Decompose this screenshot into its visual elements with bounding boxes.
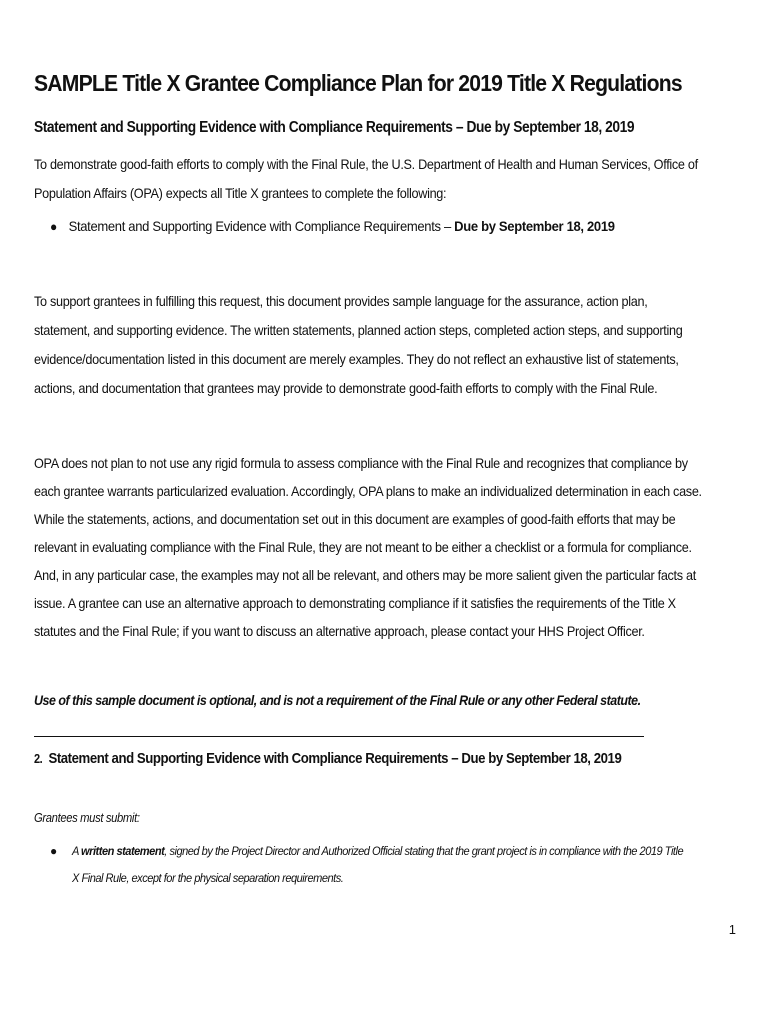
evaluation-line-4: relevant in evaluating compliance with the Final Rule, they are not meant to be either a checklist or a formula for compliance.: [34, 539, 692, 555]
page-number: 1: [728, 922, 736, 937]
document-subtitle: Statement and Supporting Evidence with Compliance Requirements – Due by September 18, 2019: [34, 119, 635, 136]
optional-notice: [34, 686, 740, 714]
evaluation-paragraph: [34, 449, 740, 645]
evaluation-line-7: statutes and the Final Rule; if you want to discuss an alternative approach, please contact your HHS Project Officer.: [34, 623, 645, 639]
evaluation-line-3: While the statements, actions, and documentation set out in this document are examples of good-faith efforts that may be: [34, 511, 676, 527]
submission-bullet: [50, 838, 740, 892]
grantees-label: Grantees must submit:: [34, 811, 140, 825]
support-line-3: evidence/documentation listed in this document are merely examples. They do not reflect an exhaustive list of statements,: [34, 351, 679, 367]
submission-bullet-text: [72, 838, 740, 892]
evaluation-line-2: each grantee warrants particularized evaluation. Accordingly, OPA plans to make an individualized determination in each case.: [34, 483, 702, 499]
requirement-bullet: [50, 218, 615, 234]
section-2-heading: [34, 750, 621, 767]
submission-prefix: A: [72, 844, 82, 858]
support-line-2: statement, and supporting evidence. The written statements, planned action steps, completed action steps, and supporting: [34, 322, 683, 338]
intro-paragraph: [34, 150, 740, 208]
requirement-due-date: Due by September 18, 2019: [454, 218, 615, 234]
requirement-bullet-text: Statement and Supporting Evidence with Compliance Requirements –: [68, 218, 455, 234]
support-line-4: actions, and documentation that grantees may provide to demonstrate good-faith efforts to comply with the Final Rule.: [34, 380, 658, 396]
submission-line-1: [72, 838, 684, 865]
optional-notice-text: Use of this sample document is optional, and is not a requirement of the Final Rule or any other Federal statute.: [34, 692, 641, 708]
evaluation-line-5: And, in any particular case, the examples may not all be relevant, and others may be more salient given the particular facts at: [34, 567, 696, 583]
document-title: SAMPLE Title X Grantee Compliance Plan for 2019 Title X Regulations: [34, 70, 682, 96]
submission-line-2: X Final Rule, except for the physical separation requirements.: [72, 871, 344, 885]
section-2-title: Statement and Supporting Evidence with Compliance Requirements – Due by September 18, 2019: [48, 750, 622, 767]
bullet-icon: ●: [50, 844, 57, 858]
support-paragraph: [34, 287, 740, 403]
section-divider: [34, 736, 644, 737]
section-number: 2.: [34, 752, 43, 766]
submission-line-1-rest: , signed by the Project Director and Authorized Official stating that the grant project is in compliance with the 2019 Title: [164, 844, 684, 858]
document-page: [34, 0, 740, 1024]
evaluation-line-1: OPA does not plan to not use any rigid formula to assess compliance with the Final Rule and recognizes that compliance by: [34, 455, 688, 471]
intro-line-2: Population Affairs (OPA) expects all Title X grantees to complete the following:: [34, 185, 447, 201]
bullet-icon: ●: [50, 219, 57, 234]
written-statement-term: written statement: [81, 844, 165, 858]
evaluation-line-6: issue. A grantee can use an alternative approach to demonstrating compliance if it satisfies the requirements of the Title X: [34, 595, 676, 611]
intro-line-1: To demonstrate good-faith efforts to comply with the Final Rule, the U.S. Department of Health and Human Services, Office of: [34, 156, 698, 172]
support-line-1: To support grantees in fulfilling this request, this document provides sample language for the assurance, action plan,: [34, 293, 648, 309]
